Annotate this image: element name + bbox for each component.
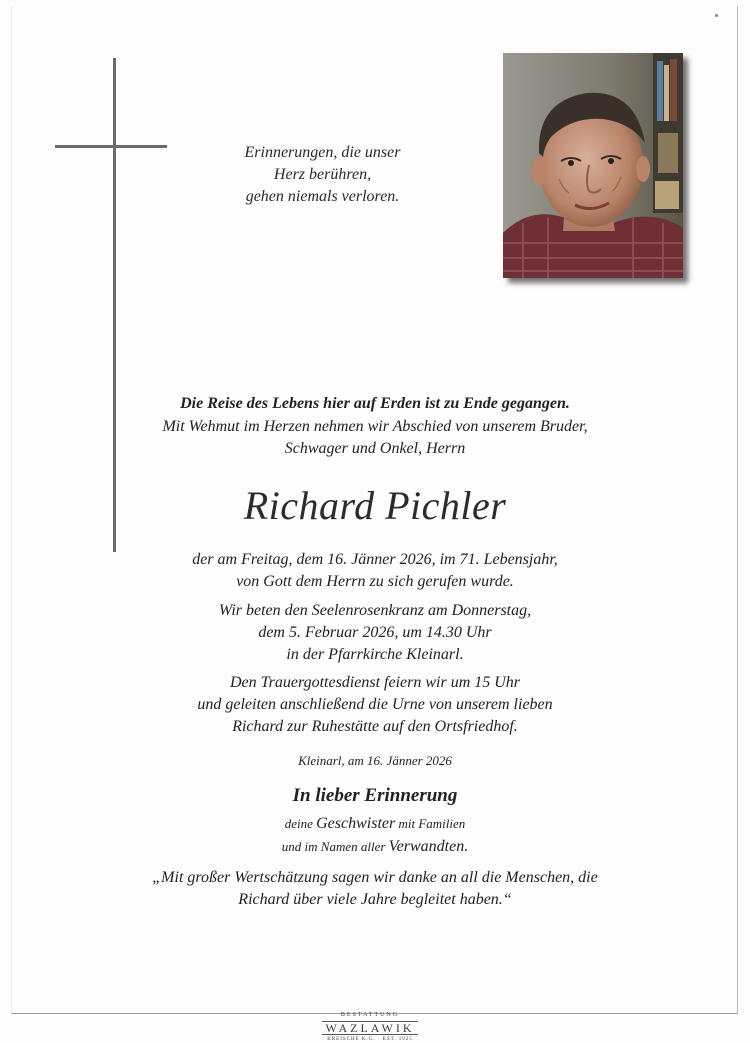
paragraph-line: und geleiten anschließend die Urne von unserem lieben [197, 696, 553, 713]
thanks-quote [0, 867, 750, 911]
closing-phrase: In lieber Erinnerung [292, 785, 458, 806]
intro-line: Mit Wehmut im Herzen nehmen wir Abschied von unserem Bruder, [162, 418, 588, 435]
paragraph-line: Den Trauergottesdienst feiern wir um 15 Uhr [229, 674, 521, 691]
paragraph-line: von Gott dem Herrn zu sich gerufen wurde. [236, 573, 514, 590]
relatives-line [0, 836, 750, 858]
quote-line: Erinnerungen, die unser [244, 144, 401, 161]
paragraph-line: Wir beten den Seelenrosenkranz am Donnerstag, [218, 602, 532, 619]
death-paragraph [0, 549, 750, 593]
cross-icon-horizontal [55, 145, 167, 148]
family-emphasis: Geschwister [316, 815, 396, 832]
intro-text [0, 416, 750, 460]
quote-line: gehen niemals verloren. [245, 188, 400, 205]
family-text: deine [284, 816, 317, 831]
logo-sub-text: KREISCHE K.G. · EST. 1925 [327, 1037, 413, 1042]
cross-icon-vertical [113, 58, 116, 552]
rosary-paragraph [0, 600, 750, 666]
portrait-photo [503, 53, 683, 278]
family-text: und im Namen aller [281, 839, 389, 854]
paragraph-line: in der Pfarrkirche Kleinarl. [286, 646, 464, 663]
paragraph-line: dem 5. Februar 2026, um 14.30 Uhr [258, 624, 492, 641]
quote-line: Herz berühren, [273, 166, 372, 183]
family-emphasis: Verwandten [388, 838, 465, 855]
paragraph-line: Richard zur Ruhestätte auf den Ortsfriedhof. [232, 718, 518, 735]
memorial-quote [200, 142, 445, 208]
funeral-home-logo [305, 1012, 435, 1042]
corner-mark [715, 14, 718, 17]
intro-line: Schwager und Onkel, Herrn [284, 440, 466, 457]
family-text: . [464, 838, 469, 855]
logo-main-text: WAZLAWIK [322, 1021, 417, 1035]
thanks-line: „Mit großer Wertschätzung sagen wir danke an all die Menschen, die [152, 869, 598, 886]
family-line [0, 813, 750, 835]
deceased-name: Richard Pichler [243, 483, 507, 528]
family-text: mit Familien [395, 816, 466, 831]
logo-top-text: BESTATTUNG [340, 1012, 400, 1018]
thanks-line: Richard über viele Jahre begleitet haben.“ [238, 891, 512, 908]
paragraph-line: der am Freitag, dem 16. Jänner 2026, im 71. Lebensjahr, [192, 551, 558, 568]
place-date: Kleinarl, am 16. Jänner 2026 [298, 753, 452, 768]
service-paragraph [0, 672, 750, 738]
intro-headline: Die Reise des Lebens hier auf Erden ist zu Ende gegangen. [180, 395, 570, 412]
